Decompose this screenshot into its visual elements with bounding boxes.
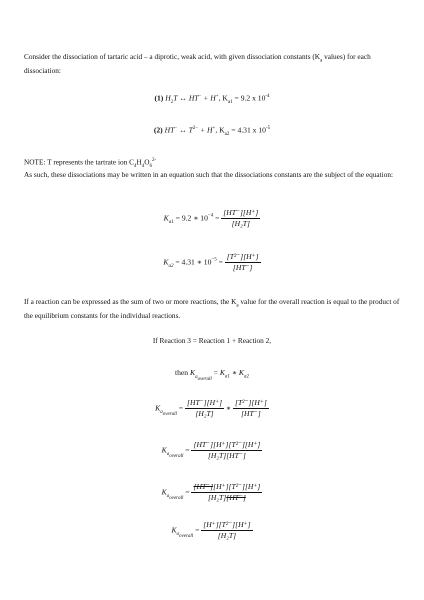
intro-end: values) for each dissociation:	[24, 52, 371, 76]
equilibrium-arrow-icon: ↔	[179, 93, 187, 103]
eq3-numerator-1: [HT⁻][H⁺]	[187, 398, 223, 407]
reaction-2-k: , K	[215, 125, 225, 135]
reaction-2-plus-sup: +	[212, 126, 216, 131]
reaction-1-plus: + H	[201, 93, 216, 103]
eq4-lhs-subsub: overall	[169, 453, 184, 459]
eq5-numerator-cancelled: [HT⁻]	[193, 482, 214, 491]
note-sub-1: 4	[133, 163, 137, 169]
reaction-1-reactant-end: T	[173, 93, 178, 103]
eq3-fraction-1	[185, 398, 224, 419]
eq1-lhs: K	[163, 213, 169, 223]
eq2-equals: =	[216, 257, 225, 267]
note-o: O	[144, 157, 150, 167]
reaction-1-reactant-sub: 2	[170, 100, 174, 106]
reaction-1-k: , K	[218, 93, 228, 103]
note-charge: 2-	[152, 158, 157, 163]
para3-text-a: If a reaction can be expressed as the sum of two or more reactions, the K	[24, 297, 237, 306]
then-line	[0, 368, 424, 382]
eq2-fraction	[225, 252, 261, 273]
eq2-numerator: [T²⁻][H⁺]	[226, 252, 259, 261]
note-h: H	[136, 157, 142, 167]
paragraph-2: As such, these dissociations may be written in an equation such that the dissociations constants are the subject of the equation:	[24, 170, 394, 179]
equation-overall-final	[0, 520, 424, 541]
eq1-exp: −4	[207, 213, 214, 219]
reaction-1-k-value: = 9.2 x 10	[232, 93, 266, 103]
reaction-1-product: HT	[188, 93, 199, 103]
eq1-denominator: [H₂T]	[231, 219, 250, 228]
then-k2-sub: a2	[243, 374, 249, 380]
eq6-lhs-sub-a: a	[176, 531, 180, 537]
eq2-denominator: [HT⁻]	[232, 263, 253, 272]
reaction-2-plus: + H	[198, 125, 213, 135]
para3-sub: a	[236, 303, 239, 309]
then-word: then	[175, 368, 190, 377]
eq5-numerator	[191, 482, 262, 493]
eq6-denominator: [H₂T]	[217, 531, 237, 540]
reaction-1	[0, 92, 424, 108]
eq3-denominator-1: [H₂T]	[195, 409, 214, 418]
eq6-lhs-subsub: overall	[179, 533, 194, 539]
then-lhs-subsub: overall	[197, 376, 212, 382]
note-sub-2: 4	[141, 163, 145, 169]
eq4-lhs: K	[161, 445, 167, 455]
note-sub-3: 6	[149, 163, 153, 169]
eq2-lhs-sub: a2	[168, 263, 174, 269]
eq2-lhs: K	[163, 257, 169, 267]
reaction-1-k-sub: a1	[227, 100, 233, 106]
reaction-2-label: (2)	[153, 125, 163, 135]
eq5-denominator-cancelled: [HT⁻]	[226, 493, 246, 502]
eq1-fraction	[221, 208, 260, 229]
eq5-lhs-sub-a: a	[166, 493, 170, 499]
eq5-fraction	[191, 482, 262, 503]
eq1-lhs-sub: a1	[168, 219, 174, 225]
equilibrium-arrow-icon: ↔	[179, 125, 187, 135]
eq3-numerator-2: [T²⁻][H⁺]	[235, 398, 267, 407]
reaction-2-reactant: HT	[164, 125, 175, 135]
reaction-2-product: T	[188, 125, 193, 135]
equation-overall-combined	[0, 440, 424, 461]
note-text: NOTE: T represents the tartrate ion C	[24, 157, 134, 167]
then-times: ∗	[229, 368, 239, 377]
reaction-2-k-exp: -5	[265, 126, 271, 131]
eq3-denominator-2: [HT⁻]	[241, 409, 261, 418]
eq3-lhs-sub	[160, 410, 177, 415]
eq2-exp: −5	[211, 257, 217, 263]
reaction-1-product-sup: −	[198, 94, 202, 99]
eq3-equals: =	[176, 403, 185, 413]
intro-text: Consider the dissociation of tartaric acid – a diprotic, weak acid, with given dissociation constants (K	[24, 52, 321, 61]
eq4-fraction	[191, 440, 262, 461]
eq3-lhs-sub-a: a	[160, 409, 163, 415]
eq6-fraction	[201, 520, 252, 541]
eq6-lhs-sub	[177, 532, 194, 537]
eq3-lhs: K	[155, 403, 161, 413]
intro-paragraph	[24, 52, 404, 76]
eq2-mid: = 4.31 ∗ 10	[173, 257, 212, 267]
eq5-denominator	[191, 493, 262, 503]
eq6-equals: =	[193, 525, 202, 535]
equation-ka1	[0, 208, 424, 229]
paragraph-3	[24, 297, 404, 321]
reaction-2-k-value: = 4.31 x 10	[229, 125, 266, 135]
reaction-2-product-sup: 2−	[192, 126, 199, 131]
eq4-lhs-sub-a: a	[166, 451, 170, 457]
reaction-2	[0, 124, 424, 140]
eq1-mid: = 9.2 ∗ 10	[173, 213, 208, 223]
reaction-1-label: (1)	[154, 93, 164, 103]
equation-overall-product	[0, 398, 424, 419]
eq3-times: ∗	[224, 403, 233, 413]
if-line: If Reaction 3 = Reaction 1 + Reaction 2,	[152, 336, 272, 345]
intro-sub: a	[320, 58, 323, 64]
reaction-1-reactant: H	[165, 93, 171, 103]
eq1-numerator: [HT⁻][H⁺]	[223, 208, 259, 217]
then-equals: =	[211, 368, 220, 377]
eq3-fraction-2	[233, 398, 269, 419]
eq6-lhs: K	[171, 525, 177, 535]
eq5-lhs-sub	[167, 494, 184, 499]
then-lhs-sub	[195, 375, 212, 380]
then-lhs: K	[190, 368, 196, 377]
reaction-1-plus-sup: +	[215, 94, 219, 99]
eq6-numerator: [H⁺][T²⁻][H⁺]	[203, 520, 251, 529]
para3-text-b: value for the overall reaction is equal to the product of the equilibrium constants for the individual reactions.	[24, 297, 400, 321]
reaction-2-k-sub: a2	[224, 132, 230, 138]
eq5-lhs: K	[161, 487, 167, 497]
reaction-1-k-exp: -4	[265, 94, 270, 99]
eq4-lhs-sub	[167, 452, 184, 457]
then-lhs-sub-a: a	[195, 374, 198, 380]
equation-ka2	[0, 252, 424, 273]
eq5-denominator-rest: [H₂T]	[207, 493, 227, 502]
eq1-equals: =	[213, 213, 222, 223]
eq5-equals: =	[183, 487, 192, 497]
then-k1-sub: a1	[224, 374, 230, 380]
then-k1: K	[219, 368, 225, 377]
equation-overall-cancelled	[0, 482, 424, 503]
eq4-numerator: [HT⁻][H⁺][T²⁻][H⁺]	[193, 440, 261, 449]
eq4-equals: =	[183, 445, 192, 455]
then-k2: K	[238, 368, 244, 377]
eq5-numerator-rest: [H⁺][T²⁻][H⁺]	[213, 482, 261, 491]
eq4-denominator: [H₂T][HT⁻]	[207, 451, 246, 460]
reaction-2-reactant-sup: −	[174, 126, 178, 131]
eq3-lhs-subsub: overall	[162, 411, 177, 417]
eq5-lhs-subsub: overall	[169, 495, 184, 501]
